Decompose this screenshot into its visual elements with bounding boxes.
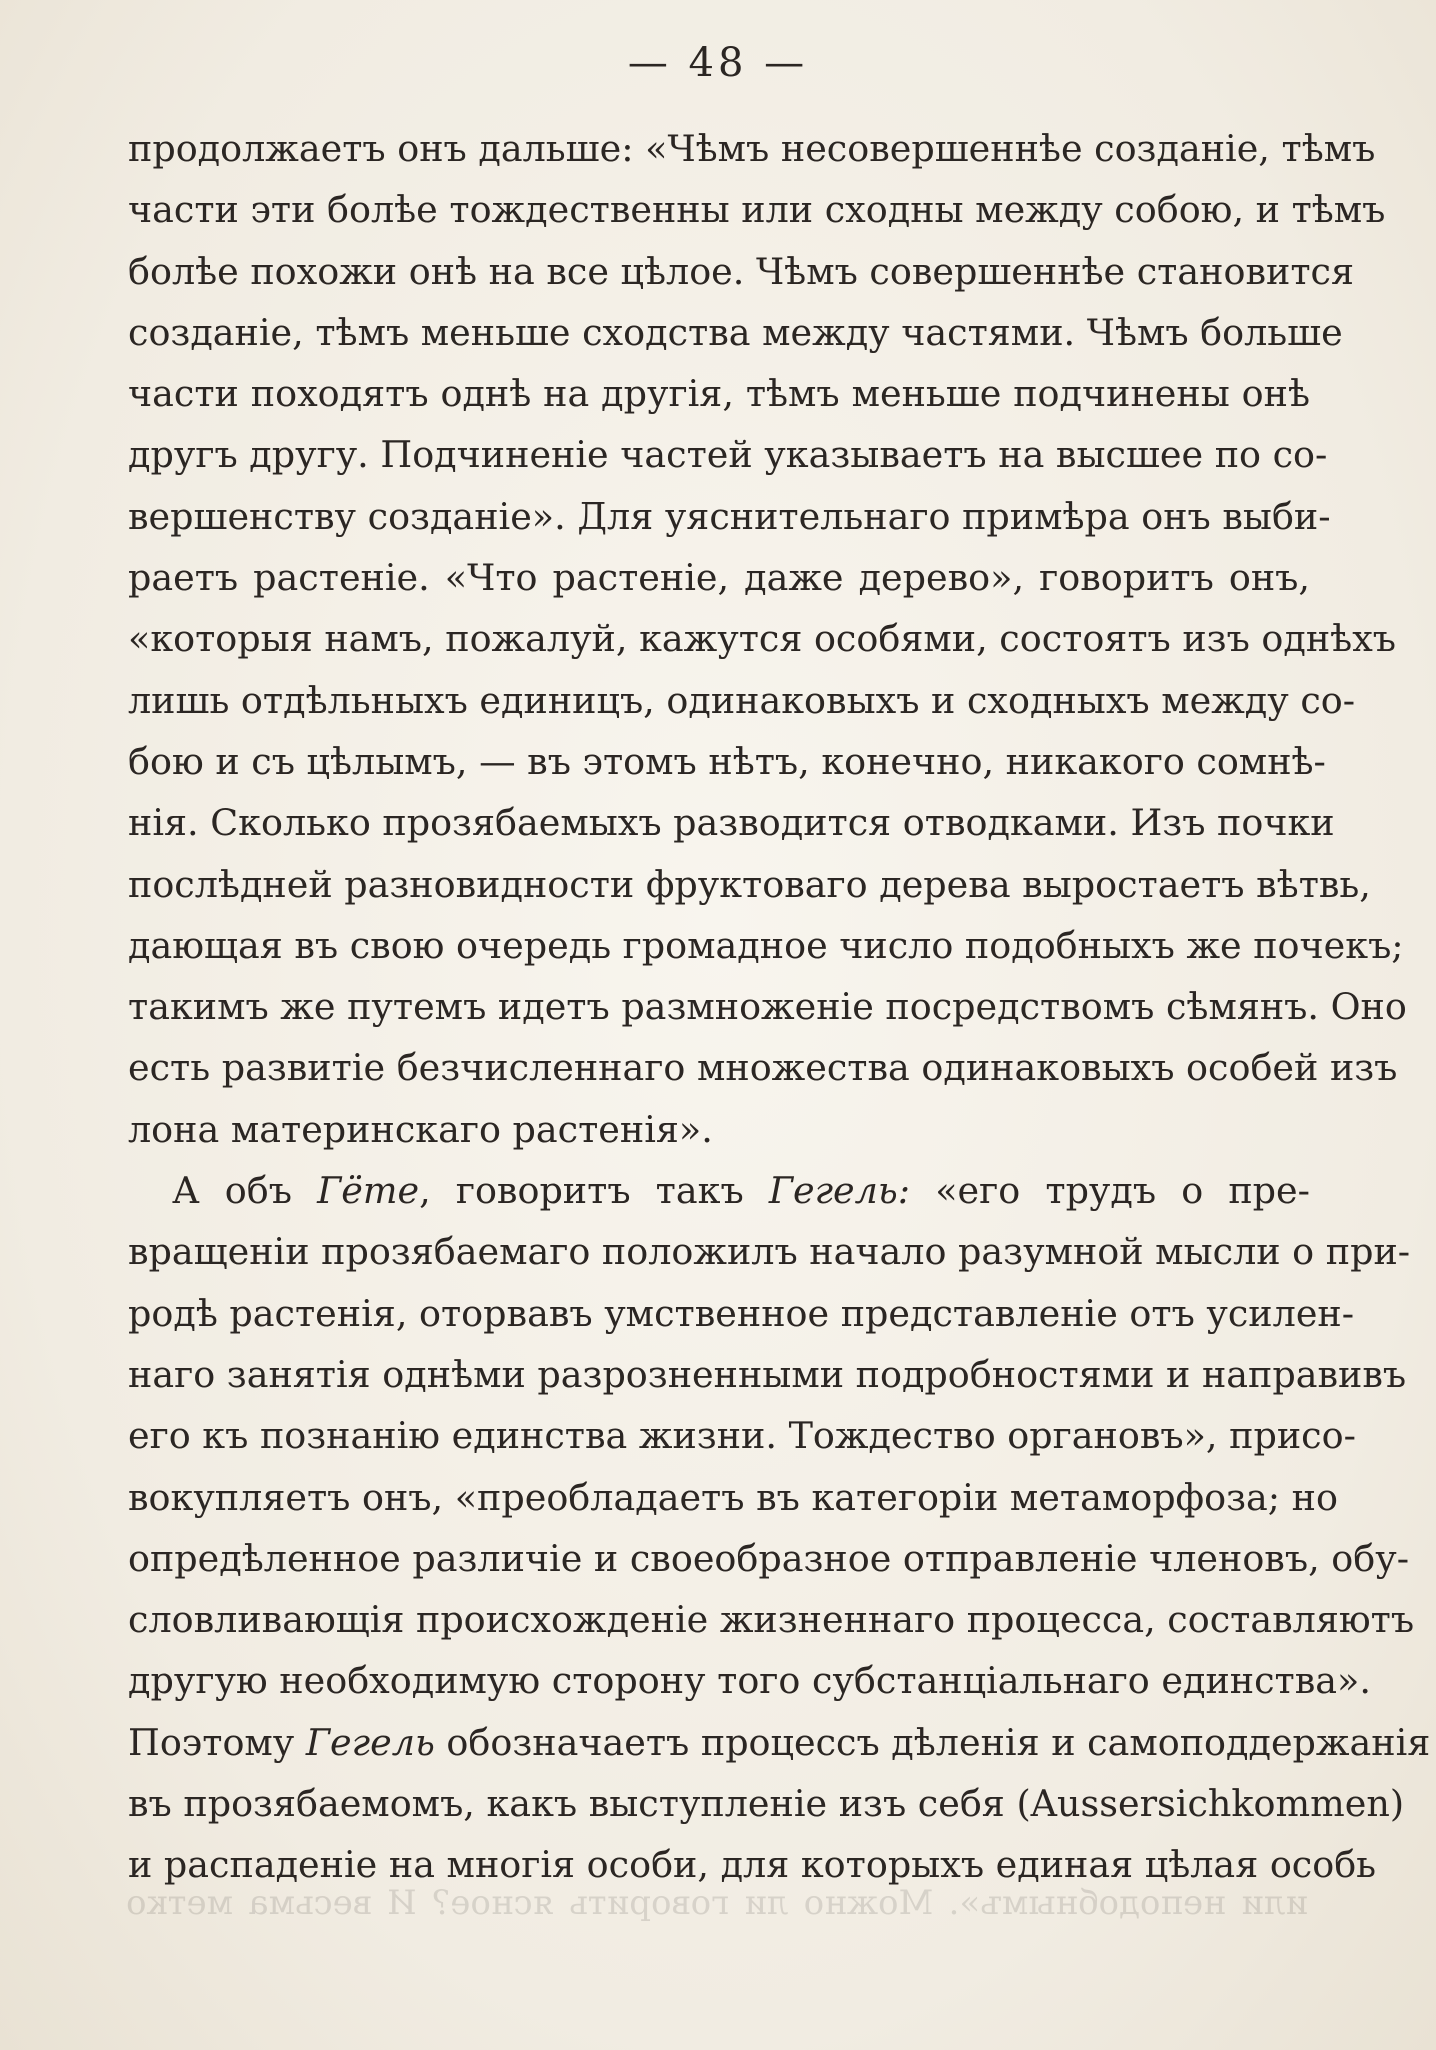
text-line — [128, 608, 1397, 669]
text-line — [128, 1467, 1338, 1528]
text-line — [128, 1650, 1371, 1711]
text-line — [128, 1589, 1415, 1650]
text-line — [128, 731, 1326, 792]
text-segment: , говоритъ такъ — [419, 1169, 769, 1213]
text-segment: словливающія происхожденіе жизненнаго процесса, составляютъ — [128, 1598, 1415, 1642]
text-segment: дающая въ свою очередь громадное число подобныхъ же почекъ; — [128, 923, 1404, 967]
text-segment: созданіе, тѣмъ меньше сходства между частями. Чѣмъ больше — [128, 310, 1343, 354]
text-line — [128, 1283, 1355, 1344]
text-segment: «которыя намъ, пожалуй, кажутся особями, состоятъ изъ однѣхъ — [128, 617, 1397, 661]
text-segment: части эти болѣе тождественны или сходны между собою, и тѣмъ — [128, 188, 1386, 232]
text-line — [128, 486, 1331, 547]
text-line — [128, 915, 1404, 976]
text-segment: есть развитіе безчисленнаго множества одинаковыхъ особей изъ — [128, 1046, 1398, 1090]
text-line — [128, 1221, 1411, 1282]
text-segment: Поэтому — [128, 1720, 306, 1764]
italic-name: Гёте — [317, 1169, 420, 1213]
text-line — [128, 1160, 1310, 1221]
text-line — [128, 1528, 1410, 1589]
italic-name: Гегель — [305, 1720, 435, 1764]
text-segment: въ прозябаемомъ, какъ выступленіе изъ себя (Aussersichkommen) — [128, 1782, 1405, 1826]
page-number: — 48 — — [627, 40, 809, 86]
text-line — [128, 1037, 1398, 1098]
text-line — [128, 363, 1310, 424]
text-line — [128, 670, 1356, 731]
text-segment: такимъ же путемъ идетъ размноженіе посредствомъ сѣмянъ. Оно — [128, 985, 1407, 1029]
text-segment: послѣдней разновидности фруктоваго дерева выростаетъ вѣтвь, — [128, 862, 1371, 906]
text-segment: вокупляетъ онъ, «преобладаетъ въ категоріи метаморфоза; но — [128, 1475, 1338, 1519]
text-segment: наго занятія однѣми разрозненными подробностями и направивъ — [128, 1352, 1407, 1396]
text-segment: части походятъ однѣ на другія, тѣмъ меньше подчинены онѣ — [128, 372, 1310, 416]
text-line — [128, 118, 1376, 179]
text-line — [128, 976, 1407, 1037]
text-line — [128, 1344, 1407, 1405]
text-line — [128, 1712, 1431, 1773]
text-segment: лона материнскаго растенія». — [128, 1107, 713, 1151]
text-segment: «его трудъ о пре- — [910, 1169, 1310, 1213]
text-line — [128, 241, 1354, 302]
body-text — [128, 118, 1431, 1896]
text-segment: бою и съ цѣлымъ, — въ этомъ нѣтъ, конечно, никакого сомнѣ- — [128, 739, 1326, 783]
text-segment: нія. Сколько прозябаемыхъ разводится отводками. Изъ почки — [128, 801, 1335, 845]
text-line — [128, 792, 1335, 853]
text-line — [128, 1773, 1405, 1834]
text-segment: другую необходимую сторону того субстанціальнаго единства». — [128, 1659, 1371, 1703]
text-line — [128, 547, 1310, 608]
text-line — [128, 854, 1371, 915]
text-segment: и распаденіе на многія особи, для которыхъ единая цѣлая особь — [128, 1843, 1377, 1887]
text-segment: продолжаетъ онъ дальше: «Чѣмъ несовершеннѣе созданіе, тѣмъ — [128, 127, 1376, 170]
text-segment: лишь отдѣльныхъ единицъ, одинаковыхъ и сходныхъ между со- — [128, 678, 1356, 722]
text-segment: родѣ растенія, оторвавъ умственное представленіе отъ усилен- — [128, 1291, 1355, 1335]
text-line — [128, 302, 1343, 363]
text-line — [128, 424, 1328, 485]
text-segment: вращеніи прозябаемаго положилъ начало разумной мысли о при- — [128, 1230, 1411, 1274]
text-segment: его къ познанію единства жизни. Тождество органовъ», присо- — [128, 1414, 1356, 1458]
text-segment: болѣе похожи онѣ на все цѣлое. Чѣмъ совершеннѣе становится — [128, 249, 1354, 293]
text-segment: обозначаетъ процессъ дѣленія и самоподдержанія — [434, 1720, 1431, 1764]
text-line — [128, 179, 1386, 240]
italic-name: Гегель: — [768, 1169, 911, 1213]
text-segment: вершенству созданіе». Для уяснительнаго примѣра онъ выби- — [128, 494, 1331, 538]
text-line — [128, 1405, 1356, 1466]
text-segment: раетъ растеніе. «Что растеніе, даже дерево», говоритъ онъ, — [128, 556, 1310, 600]
text-line — [128, 1099, 1310, 1160]
text-segment: опредѣленное различіе и своеобразное отправленіе членовъ, обу- — [128, 1536, 1410, 1580]
text-segment: А объ — [172, 1169, 318, 1213]
text-segment: другъ другу. Подчиненіе частей указываетъ на высшее по со- — [128, 433, 1328, 477]
bleed-through-text: или неподобнымъ». Можно ли говорить ясное? И весьма метко — [126, 1883, 1308, 1923]
